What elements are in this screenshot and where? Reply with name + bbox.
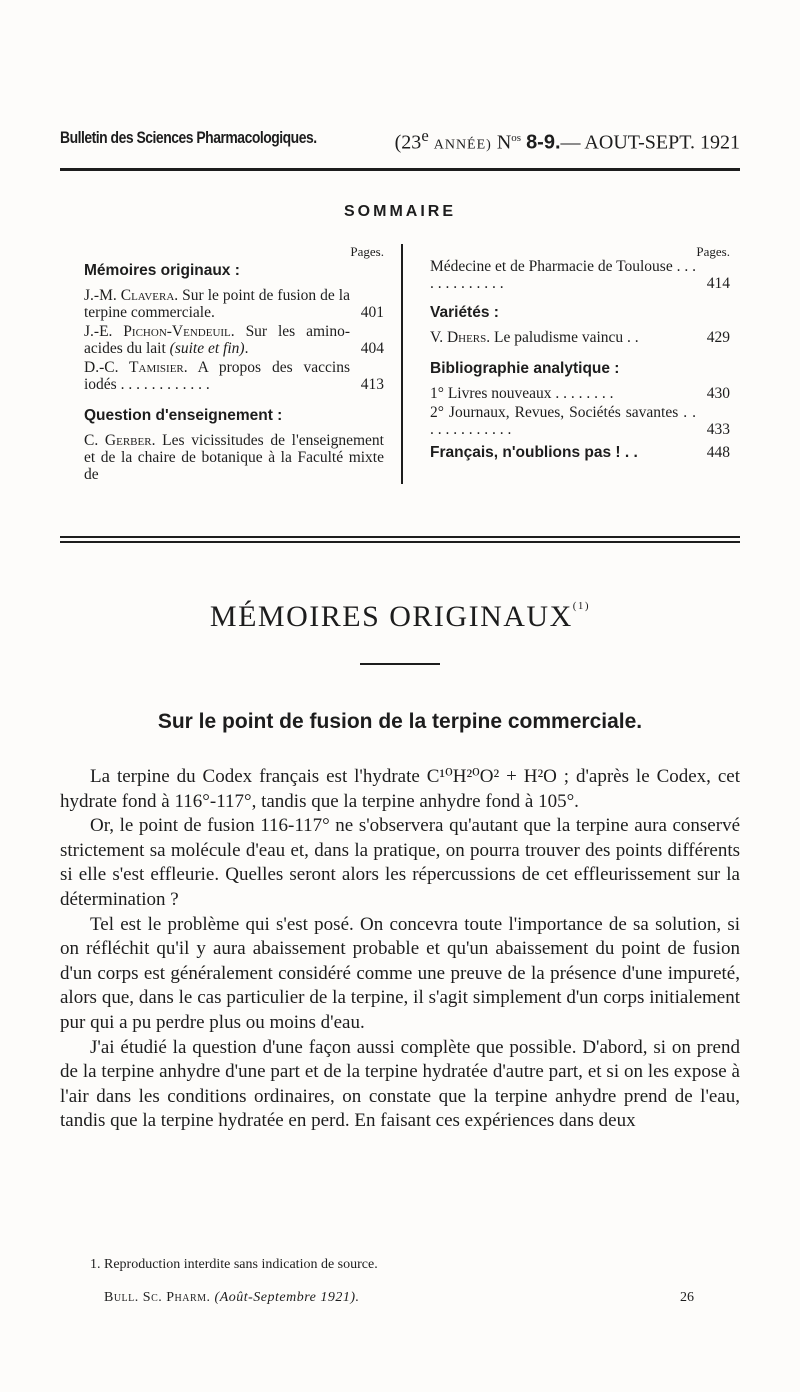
toc-entry-gerber-cont[interactable] (430, 258, 730, 292)
toc-italic: (suite et fin) (169, 340, 245, 357)
title-separator (360, 663, 440, 665)
toc-text: Médecine et de Pharmacie de Toulouse . . . . . . . . . . . . . (430, 258, 696, 292)
toc-entry-journaux[interactable] (430, 404, 730, 438)
toc-entry-tamisier[interactable] (84, 359, 384, 393)
toc-text: A propos des vaccins iodés . . . . . . . . . . . . (84, 359, 351, 393)
section-varietes: Variétés : (430, 304, 499, 321)
issue-info (395, 126, 740, 155)
toc-entry-gerber[interactable] (84, 432, 384, 483)
column-divider (401, 244, 403, 484)
toc-text: Sur les amino-acides du lait (84, 323, 351, 357)
toc-author: V. Dhers. (430, 329, 491, 346)
toc-entry-clavera[interactable] (84, 287, 384, 321)
toc-page: 404 (360, 340, 384, 357)
toc-author: D.-C. Tamisier. (84, 359, 188, 376)
journal-title: Bulletin des Sciences Pharmacologiques. (60, 128, 317, 147)
section-memoires: Mémoires originaux : (84, 262, 240, 279)
double-rule-top (60, 536, 740, 538)
sommaire-title: SOMMAIRE (344, 203, 456, 220)
footer-ref-text: Bull. Sc. Pharm. (104, 1290, 211, 1305)
toc-page: 448 (706, 444, 730, 461)
footnote: 1. Reproduction interdite sans indication de source. (90, 1257, 378, 1272)
toc-text: 1° Livres nouveaux . . . . . . . . (430, 385, 614, 402)
section-francais: Français, n'oublions pas ! . . (430, 444, 638, 461)
issue-no-sup: os (511, 132, 522, 144)
section-bibliographie: Bibliographie analytique : (430, 360, 620, 377)
toc-author: J.-M. Clavera. (84, 287, 179, 304)
toc-tail: . (244, 340, 249, 357)
toc-entry-pichon[interactable] (84, 323, 384, 357)
issue-date: — AOUT-SEPT. 1921 (560, 131, 740, 154)
toc-page: 413 (360, 376, 384, 393)
toc-author: J.-E. Pichon-Vendeuil. (84, 323, 235, 340)
year-sup: e (421, 126, 429, 145)
year-word: ANNÉE) (433, 137, 492, 153)
paragraph: Tel est le problème qui s'est posé. On concevra toute l'importance de sa solution, si on réfléchit qu'il y aura abaissement probable et qu'un abaissement du point de fusion d'un corps est généralement considéré comme une preuve de la présence d'une impureté, alors que, dans le cas particulier de la terpine, il s'agit simplement d'un corps initialement pur qui a pu perdre plus ou moins d'eau. (60, 913, 740, 1033)
toc-entry-livres[interactable] (430, 385, 730, 402)
sommaire-left-column (84, 243, 384, 485)
paragraph: J'ai étudié la question d'une façon aussi complète que possible. D'abord, si on prend de la terpine anhydre d'une part et de la terpine hydratée d'autre part, et si on les expose à l'air dans les conditions ordinaires, on constate que la terpine anhydre prend de l'eau, tandis que la terpine hydratée en perd. En faisant ces expériences dans deux (60, 1036, 740, 1132)
section-heading (0, 600, 800, 634)
toc-page: 401 (360, 304, 384, 321)
issue-numbers: 8-9. (526, 131, 561, 154)
issue-no-prefix: N (496, 131, 512, 154)
article-title: Sur le point de fusion de la terpine commerciale. (157, 710, 643, 733)
year-open: (23 (394, 131, 422, 154)
toc-page: 433 (706, 421, 730, 438)
toc-entry-francais[interactable] (430, 444, 730, 461)
pages-label: Pages. (350, 244, 384, 259)
running-header (60, 126, 740, 156)
toc-page: 429 (706, 329, 730, 346)
toc-author: C. Gerber. (84, 432, 156, 449)
toc-entry-dhers[interactable] (430, 329, 730, 346)
toc-text: Les vicissitudes de l'enseignement et de la chaire de botanique à la Faculté mixte de (84, 432, 384, 483)
toc-text: 2° Journaux, Revues, Sociétés savantes . . . . . . . . . . . . . (430, 404, 696, 438)
pages-label-right: Pages. (696, 244, 730, 259)
paragraph: La terpine du Codex français est l'hydrate C¹⁰H²⁰O² + H²O ; d'après le Codex, cet hydrate fond à 116°-117°, tandis que la terpine anhydre fond à 105°. (60, 766, 740, 812)
header-rule (60, 168, 740, 171)
double-rule-bottom (60, 541, 740, 543)
footnote-marker: (1) (572, 600, 591, 612)
article-body (60, 765, 740, 1134)
toc-text: Le paludisme vaincu . . (494, 329, 639, 346)
toc-text: Sur le point de fusion de la terpine commerciale. (84, 287, 350, 321)
toc-page: 430 (706, 385, 730, 402)
footer-reference (104, 1290, 360, 1306)
sommaire-right-column (430, 243, 730, 463)
page-number: 26 (680, 1290, 694, 1305)
section-heading-text: MÉMOIRES ORIGINAUX (209, 600, 573, 633)
footer-ref-date: (Août-Septembre 1921). (214, 1290, 360, 1305)
section-enseignement: Question d'enseignement : (84, 407, 283, 424)
paragraph: Or, le point de fusion 116-117° ne s'observera qu'autant que la terpine aura conservé strictement sa molécule d'eau et, dans la pratique, on pourra trouver des points différents si elle s'est effleurie. Quelles seront alors les répercussions de cet effleurissement sur la détermination ? (60, 815, 740, 910)
toc-page: 414 (706, 275, 730, 292)
